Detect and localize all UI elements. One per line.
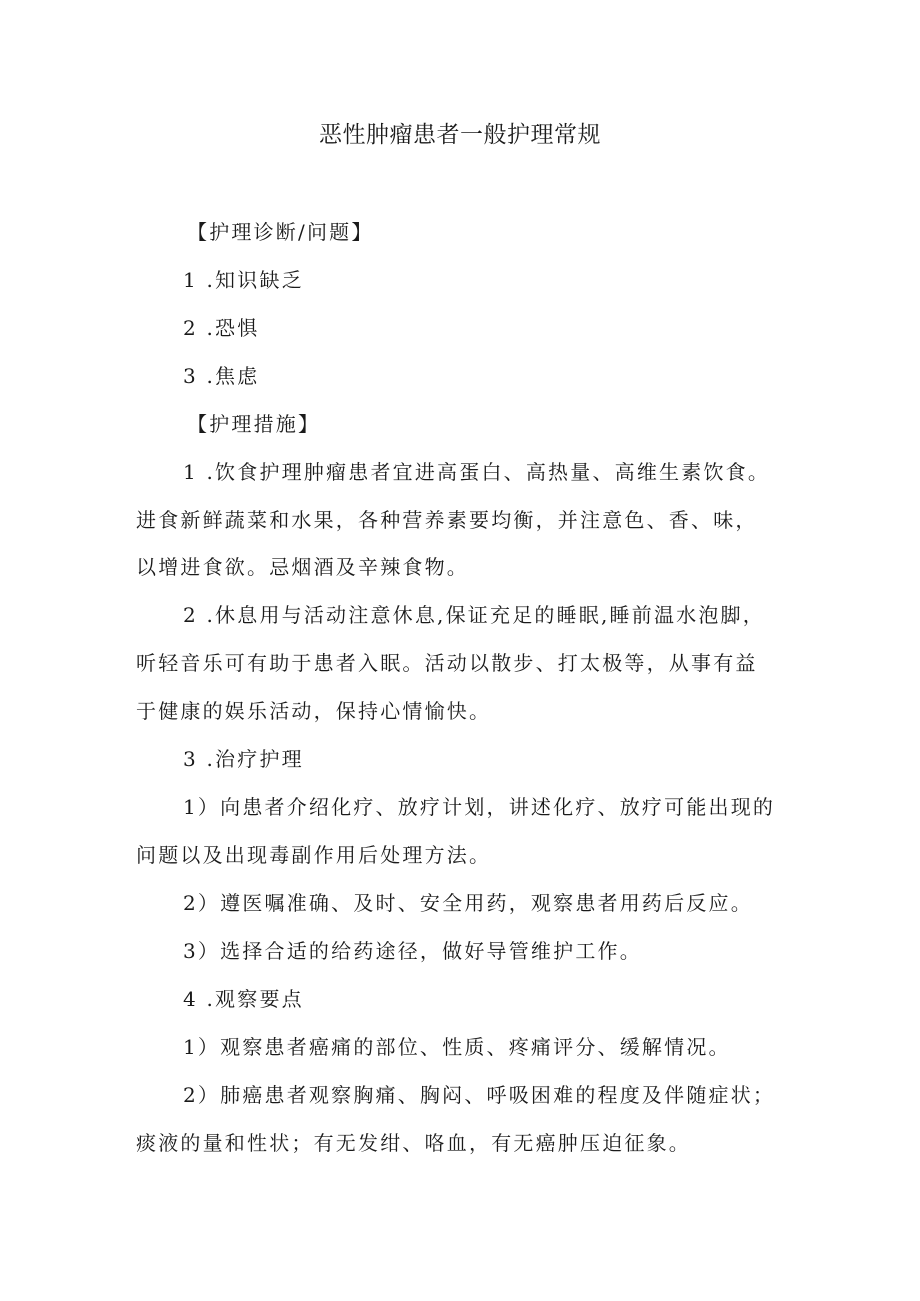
measure-4-heading: 4 .观察要点 [183, 987, 304, 1011]
measure-3-heading: 3 .治疗护理 [183, 747, 304, 771]
measure-3-item-2: 2）遵医嘱准确、及时、安全用药，观察患者用药后反应。 [183, 891, 753, 915]
section-heading-diagnosis: 【护理诊断/问题】 [187, 220, 374, 244]
document-title: 恶性肿瘤患者一般护理常规 [319, 122, 601, 148]
measure-3-item-1-line-1: 1）向患者介绍化疗、放疗计划，讲述化疗、放疗可能出现的 [183, 795, 776, 819]
measure-3-item-3: 3）选择合适的给药途径，做好导管维护工作。 [183, 939, 642, 963]
measure-4-item-2-line-2: 痰液的量和性状；有无发绀、咯血，有无癌肿压迫征象。 [136, 1131, 691, 1155]
measure-2-line-3: 于健康的娱乐活动，保持心情愉快。 [136, 699, 492, 723]
diagnosis-item-1: 1 .知识缺乏 [183, 268, 304, 292]
measure-1-line-3: 以增进食欲。忌烟酒及辛辣食物。 [136, 555, 469, 579]
diagnosis-item-3: 3 .焦虑 [183, 364, 260, 388]
section-heading-measures: 【护理措施】 [187, 412, 321, 436]
measure-2-line-2: 听轻音乐可有助于患者入眠。活动以散步、打太极等，从事有益 [136, 651, 758, 675]
measure-1-line-2: 进食新鲜蔬菜和水果，各种营养素要均衡，并注意色、香、味， [136, 508, 758, 532]
measure-2-line-1: 2 .休息用与活动注意休息,保证充足的睡眠,睡前温水泡脚， [183, 603, 765, 627]
measure-4-item-2-line-1: 2）肺癌患者观察胸痛、胸闷、呼吸困难的程度及伴随症状； [183, 1083, 776, 1107]
diagnosis-item-2: 2 .恐惧 [183, 316, 260, 340]
measure-1-line-1: 1 .饮食护理肿瘤患者宜进高蛋白、高热量、高维生素饮食。 [183, 460, 771, 484]
measure-3-item-1-line-2: 问题以及出现毒副作用后处理方法。 [136, 843, 492, 867]
measure-4-item-1: 1）观察患者癌痛的部位、性质、疼痛评分、缓解情况。 [183, 1035, 731, 1059]
